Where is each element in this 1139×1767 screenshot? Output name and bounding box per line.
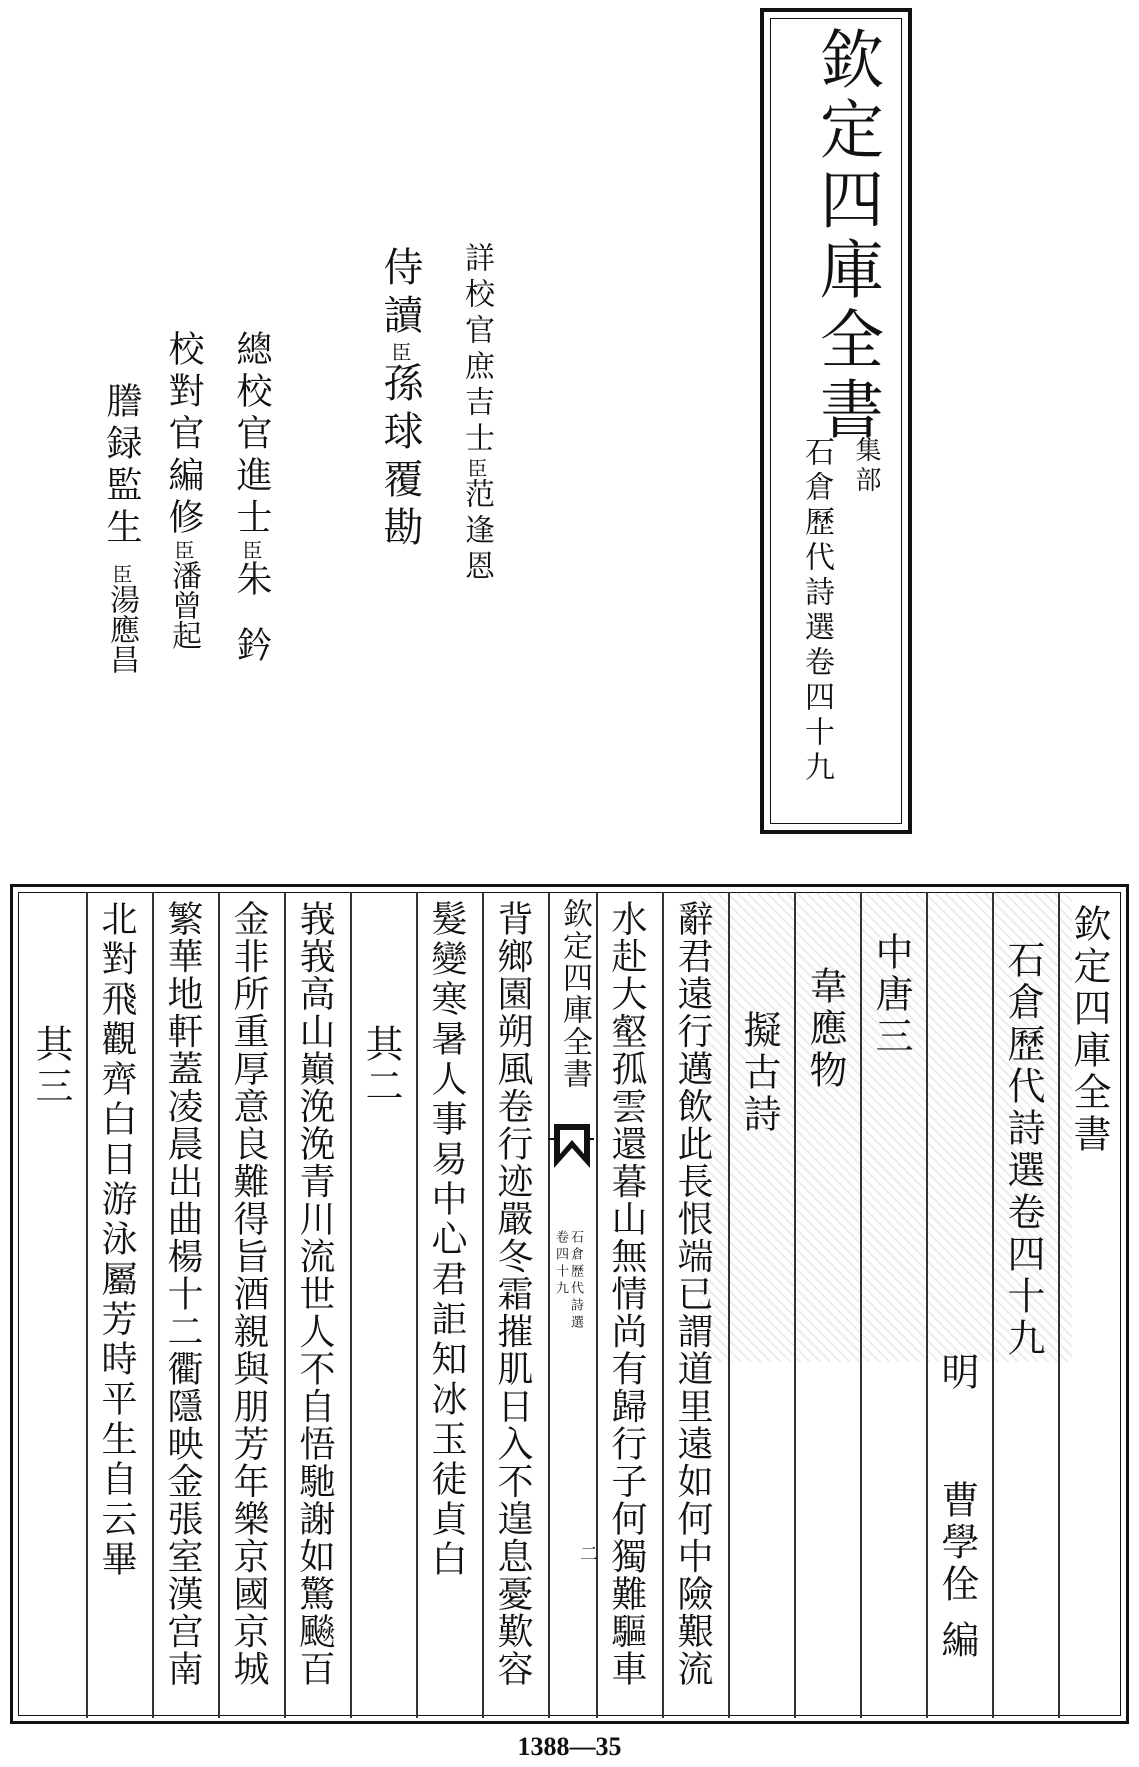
credit-name: 孫球覆勘 bbox=[377, 362, 423, 554]
compiler-role: 編 bbox=[935, 1620, 979, 1662]
book-title: 欽定四庫全書 bbox=[809, 26, 883, 446]
credit-rank: 臣 bbox=[109, 564, 133, 584]
column-rule bbox=[992, 892, 994, 1718]
poem-line: 金非所重厚意良難得旨酒親與朋芳年樂京國京城 bbox=[228, 900, 269, 1688]
spine-folio: 二 bbox=[577, 1544, 598, 1562]
volume-title: 石倉歷代詩選卷四十九 bbox=[799, 436, 834, 786]
column-rule bbox=[860, 892, 862, 1718]
column-rule bbox=[596, 892, 598, 1718]
credit-rank: 臣 bbox=[171, 540, 195, 560]
credit-reviewer bbox=[372, 246, 429, 554]
column-rule bbox=[218, 892, 220, 1718]
credit-role: 謄録監生 bbox=[101, 382, 142, 550]
spine-volume: 卷四十九 bbox=[553, 1230, 568, 1298]
credit-role: 校對官編修 bbox=[163, 330, 204, 540]
credit-rank: 臣 bbox=[464, 458, 488, 478]
credit-copyist bbox=[96, 382, 147, 674]
column-rule bbox=[794, 892, 796, 1718]
poem-subtitle: 其二 bbox=[359, 1024, 403, 1108]
spine-title: 欽定四庫全書 bbox=[557, 898, 592, 1090]
credit-role: 侍讀 bbox=[377, 246, 423, 342]
poem-subtitle: 其三 bbox=[29, 1024, 73, 1108]
poem-title: 擬古詩 bbox=[737, 1010, 781, 1136]
page-number: 1388—35 bbox=[517, 1732, 622, 1761]
column-rule bbox=[284, 892, 286, 1718]
poem-line: 繁華地軒蓋凌晨出曲楊十二衢隱映金張室漢宫南 bbox=[162, 900, 203, 1688]
header-book-title: 欽定四庫全書 bbox=[1067, 904, 1111, 1156]
poem-line: 水赴大壑孤雲還暮山無情尚有歸行子何獨難驅車 bbox=[606, 900, 647, 1688]
fish-tail-mark-icon bbox=[552, 1124, 592, 1168]
poem-line: 背鄉園朔風卷行迹嚴冬霜摧肌日入不遑息憂歎容 bbox=[492, 900, 533, 1688]
credit-rank: 臣 bbox=[388, 342, 412, 362]
column-rule bbox=[1058, 892, 1060, 1718]
credit-chief-collator bbox=[226, 330, 277, 692]
column-rule bbox=[416, 892, 418, 1718]
poem-line: 髮變寒暑人事易中心君詎知冰玉徒貞白 bbox=[426, 900, 467, 1580]
division-label: 集部 bbox=[851, 436, 881, 496]
poet-name: 韋應物 bbox=[803, 966, 847, 1092]
credit-name: 潘曾起 bbox=[166, 560, 201, 650]
column-rule bbox=[926, 892, 928, 1718]
credit-role: 總校官進士 bbox=[231, 330, 272, 540]
column-rule bbox=[482, 892, 484, 1718]
credit-name: 朱鈐 bbox=[231, 560, 272, 692]
credit-name: 湯應昌 bbox=[104, 584, 139, 674]
credit-rank: 臣 bbox=[239, 540, 263, 560]
poem-line: 峩峩高山巔浼浼青川流世人不自悟馳謝如驚飈百 bbox=[294, 900, 335, 1688]
column-rule bbox=[662, 892, 664, 1718]
credit-collator bbox=[158, 330, 209, 650]
poem-line: 辭君遠行邁飲此長恨端已謂道里遠如何中險艱流 bbox=[672, 900, 713, 1688]
compiler-name: 曹學佺 bbox=[935, 1480, 979, 1606]
column-rule bbox=[86, 892, 88, 1718]
poem-line: 北對飛觀齊白日游泳屬芳時平生自云畢 bbox=[96, 900, 137, 1580]
header-volume-title: 石倉歷代詩選卷四十九 bbox=[1001, 940, 1045, 1360]
credit-role: 詳校官庶吉士 bbox=[459, 242, 494, 458]
column-rule bbox=[728, 892, 730, 1718]
compiler-dynasty: 明 bbox=[935, 1352, 979, 1394]
spine-book-name: 石倉歷代詩選 bbox=[568, 1230, 583, 1332]
credit-name: 范逢恩 bbox=[459, 478, 494, 586]
column-rule bbox=[350, 892, 352, 1718]
credit-proofreader-detail bbox=[454, 242, 498, 586]
column-rule bbox=[152, 892, 154, 1718]
section-title: 中唐三 bbox=[869, 932, 913, 1058]
